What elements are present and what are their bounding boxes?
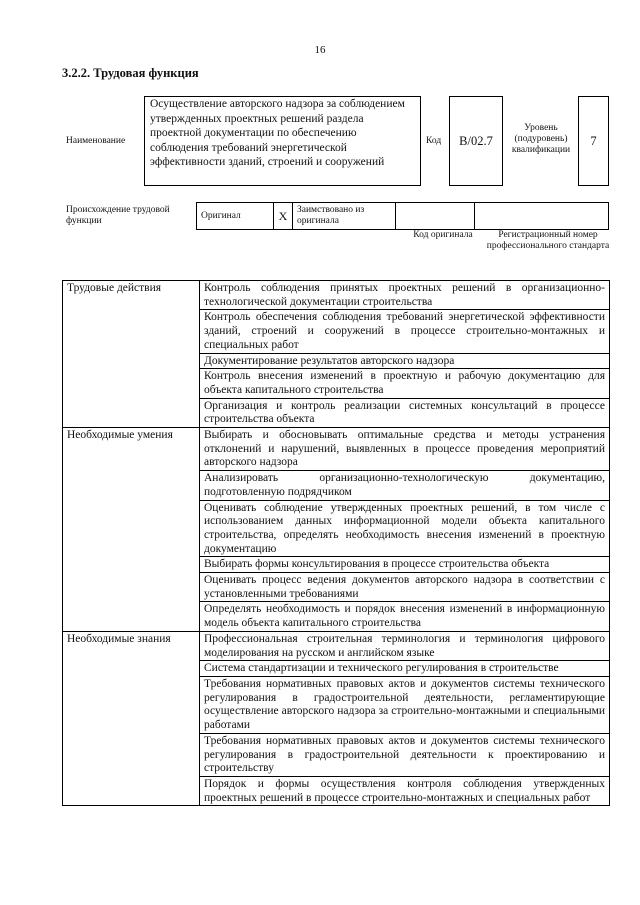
table-row: Требования нормативных правовых актов и документов системы технического регулирования в градостроительной деятельности, регламентирующие осуществление авторского надзора за строительно-монтажными и специальными работами xyxy=(200,676,610,733)
level-value: 7 xyxy=(590,133,597,148)
table-row: Организация и контроль реализации системных консультаций в процессе строительства объекта xyxy=(200,398,610,427)
table-row: Контроль соблюдения принятых проектных решений в организационно-технологической документации строительства xyxy=(200,281,610,310)
table-row: Выбирать формы консультирования в процессе строительства объекта xyxy=(200,557,610,573)
level-label: Уровень (подуровень) квалификации xyxy=(511,123,571,155)
reg-number-cell xyxy=(475,203,609,230)
origin-table xyxy=(196,202,609,230)
table-row: Профессиональная строительная терминология и терминология цифрового моделирования на русском и английском языке xyxy=(200,631,610,660)
table-row: Контроль внесения изменений в проектную и рабочую документацию для объекта капитального строительства xyxy=(200,369,610,398)
table-row: Требования нормативных правовых актов и документов системы технического регулирования в градостроительной деятельности к проектированию и строительству xyxy=(200,733,610,776)
function-details-table xyxy=(62,280,610,806)
table-row: Выбирать и обосновывать оптимальные средства и методы устранения отклонений и нарушений, выявленных в процессе проведения мероприятий авторского надзора xyxy=(200,428,610,471)
code-value: В/02.7 xyxy=(459,133,493,148)
section-title-actions: Трудовые действия xyxy=(63,281,200,428)
section-title-skills: Необходимые умения xyxy=(63,428,200,632)
section-title: 3.2.2. Трудовая функция xyxy=(62,66,199,80)
original-label: Оригинал xyxy=(197,203,274,230)
table-row: Система стандартизации и технического регулирования в строительстве xyxy=(200,661,610,677)
name-label: Наименование xyxy=(66,136,126,146)
table-row: Оценивать процесс ведения документов авторского надзора в соответствии с установленными требованиями xyxy=(200,573,610,602)
table-row: Порядок и формы осуществления контроля соблюдения утвержденных проектных решений в процессе строительно-монтажных и специальных работ xyxy=(200,776,610,805)
page-number: 16 xyxy=(314,44,326,56)
function-name-value: Осуществление авторского надзора за соблюдением утвержденных проектных решений раздела проектной документации по обеспечению соблюдения требований энергетической эффективности зданий, строений и сооружений xyxy=(150,98,405,169)
table-row: Определять необходимость и порядок внесения изменений в информационную модель объекта капитального строительства xyxy=(200,602,610,631)
table-row: Контроль обеспечения соблюдения требований энергетической эффективности зданий, строений и сооружений в процессе строительно-монтажных и специальных работ xyxy=(200,310,610,353)
reg-number-caption: Регистрационный номер профессионального стандарта xyxy=(486,230,610,251)
level-box xyxy=(578,96,609,186)
origin-label: Происхождение трудовой функции xyxy=(66,205,170,226)
code-original-cell xyxy=(396,203,475,230)
section-title-knowledge: Необходимые знания xyxy=(63,631,200,805)
code-original-caption: Код оригинала xyxy=(413,230,473,240)
borrowed-label: Заимствовано из оригинала xyxy=(293,203,396,230)
code-label: Код xyxy=(426,136,442,146)
table-row: Документирование результатов авторского надзора xyxy=(200,353,610,369)
function-name-box xyxy=(144,96,421,186)
table-row: Анализировать организационно-технологическую документацию, подготовленную подрядчиком xyxy=(200,471,610,500)
table-row: Оценивать соблюдение утвержденных проектных решений, в том числе с использованием данных информационной модели объекта капитального строительства, определять необходимость внесения изменений в проектную документацию xyxy=(200,500,610,557)
original-mark: Х xyxy=(274,203,293,230)
code-box xyxy=(449,96,503,186)
